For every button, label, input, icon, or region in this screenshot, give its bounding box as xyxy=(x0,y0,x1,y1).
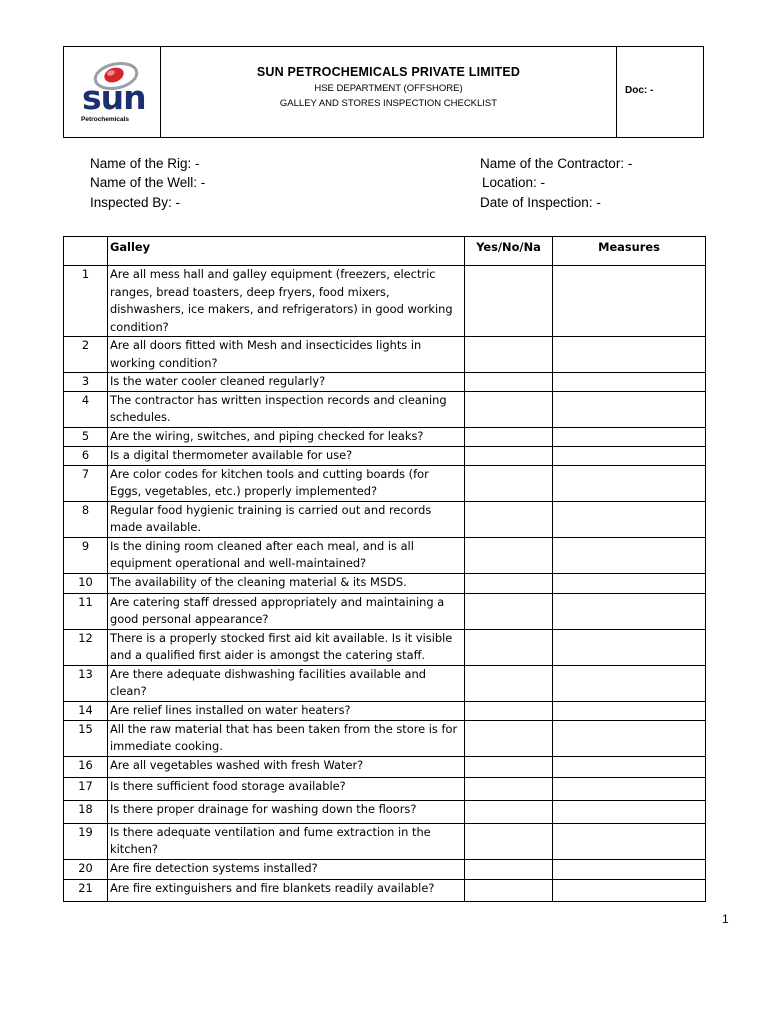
table-row xyxy=(64,337,706,373)
header-measures: Measures xyxy=(553,237,706,266)
doc-number: Doc: - xyxy=(625,85,654,96)
row-number: 1 xyxy=(64,266,108,337)
table-row xyxy=(64,373,706,392)
table-row xyxy=(64,800,706,823)
row-number: 21 xyxy=(64,879,108,901)
row-number: 5 xyxy=(64,427,108,446)
measures-cell[interactable] xyxy=(553,777,706,800)
measures-cell[interactable] xyxy=(553,266,706,337)
measures-cell[interactable] xyxy=(553,800,706,823)
measures-cell[interactable] xyxy=(553,501,706,537)
yes-no-na-cell[interactable] xyxy=(465,537,553,573)
row-number: 9 xyxy=(64,537,108,573)
row-number: 18 xyxy=(64,800,108,823)
yes-no-na-cell[interactable] xyxy=(465,266,553,337)
measures-cell[interactable] xyxy=(553,665,706,701)
table-row xyxy=(64,665,706,701)
measures-cell[interactable] xyxy=(553,391,706,427)
company-logo xyxy=(78,61,150,125)
row-number: 3 xyxy=(64,373,108,392)
checklist-item: Are relief lines installed on water heaters? xyxy=(108,701,465,720)
header-galley: Galley xyxy=(108,237,465,266)
row-number: 7 xyxy=(64,465,108,501)
table-row xyxy=(64,879,706,901)
checklist-item: Are fire extinguishers and fire blankets readily available? xyxy=(108,879,465,901)
row-number: 12 xyxy=(64,629,108,665)
yes-no-na-cell[interactable] xyxy=(465,593,553,629)
well-name-field: Name of the Well: - xyxy=(90,175,206,190)
checklist-title: GALLEY AND STORES INSPECTION CHECKLIST xyxy=(279,98,498,109)
yes-no-na-cell[interactable] xyxy=(465,777,553,800)
document-header xyxy=(63,46,704,138)
measures-cell[interactable] xyxy=(553,465,706,501)
row-number: 8 xyxy=(64,501,108,537)
table-row xyxy=(64,573,706,593)
measures-cell[interactable] xyxy=(553,573,706,593)
checklist-item: Are all vegetables washed with fresh Water? xyxy=(108,756,465,777)
measures-cell[interactable] xyxy=(553,373,706,392)
rig-name-field: Name of the Rig: - xyxy=(90,156,200,171)
checklist-item: Are catering staff dressed appropriately and maintaining a good personal appearance? xyxy=(108,593,465,629)
checklist-item: Is a digital thermometer available for use? xyxy=(108,446,465,465)
inspection-checklist-table xyxy=(63,236,706,902)
yes-no-na-cell[interactable] xyxy=(465,701,553,720)
table-row xyxy=(64,266,706,337)
yes-no-na-cell[interactable] xyxy=(465,859,553,879)
row-number: 10 xyxy=(64,573,108,593)
page-number: 1 xyxy=(722,912,729,926)
checklist-item: Are all doors fitted with Mesh and insecticides lights in working condition? xyxy=(108,337,465,373)
title-cell xyxy=(161,47,617,137)
measures-cell[interactable] xyxy=(553,427,706,446)
table-row xyxy=(64,823,706,859)
location-field: Location: - xyxy=(482,175,546,190)
row-number: 6 xyxy=(64,446,108,465)
measures-cell[interactable] xyxy=(553,756,706,777)
yes-no-na-cell[interactable] xyxy=(465,720,553,756)
table-row xyxy=(64,537,706,573)
measures-cell[interactable] xyxy=(553,823,706,859)
header-yes-no-na: Yes/No/Na xyxy=(465,237,553,266)
checklist-item: There is a properly stocked first aid kit available. Is it visible and a qualified first aider is amongst the catering staff. xyxy=(108,629,465,665)
measures-cell[interactable] xyxy=(553,701,706,720)
logo-cell xyxy=(64,47,161,137)
measures-cell[interactable] xyxy=(553,629,706,665)
yes-no-na-cell[interactable] xyxy=(465,629,553,665)
row-number: 14 xyxy=(64,701,108,720)
checklist-item: Is the water cooler cleaned regularly? xyxy=(108,373,465,392)
yes-no-na-cell[interactable] xyxy=(465,446,553,465)
yes-no-na-cell[interactable] xyxy=(465,573,553,593)
yes-no-na-cell[interactable] xyxy=(465,373,553,392)
table-row xyxy=(64,701,706,720)
logo-subtext: Petrochemicals xyxy=(81,116,130,123)
department-name: HSE DEPARTMENT (OFFSHORE) xyxy=(314,83,463,94)
yes-no-na-cell[interactable] xyxy=(465,501,553,537)
checklist-item: Regular food hygienic training is carried out and records made available. xyxy=(108,501,465,537)
table-row xyxy=(64,593,706,629)
table-row xyxy=(64,859,706,879)
table-row xyxy=(64,629,706,665)
yes-no-na-cell[interactable] xyxy=(465,427,553,446)
table-row xyxy=(64,427,706,446)
row-number: 4 xyxy=(64,391,108,427)
measures-cell[interactable] xyxy=(553,537,706,573)
row-number: 11 xyxy=(64,593,108,629)
table-header-row xyxy=(64,237,706,266)
checklist-item: The availability of the cleaning material & its MSDS. xyxy=(108,573,465,593)
checklist-item: All the raw material that has been taken from the store is for immediate cooking. xyxy=(108,720,465,756)
measures-cell[interactable] xyxy=(553,337,706,373)
logo-wordmark: sun xyxy=(82,78,146,117)
row-number: 20 xyxy=(64,859,108,879)
company-name: SUN PETROCHEMICALS PRIVATE LIMITED xyxy=(256,65,521,79)
row-number: 2 xyxy=(64,337,108,373)
table-row xyxy=(64,465,706,501)
contractor-name-field: Name of the Contractor: - xyxy=(480,156,633,171)
yes-no-na-cell[interactable] xyxy=(465,391,553,427)
header-number xyxy=(64,237,108,266)
checklist-item: Are color codes for kitchen tools and cutting boards (for Eggs, vegetables, etc.) properly implemented? xyxy=(108,465,465,501)
row-number: 15 xyxy=(64,720,108,756)
checklist-item: Is the dining room cleaned after each meal, and is all equipment operational and well-maintained? xyxy=(108,537,465,573)
table-row xyxy=(64,391,706,427)
checklist-item: Is there proper drainage for washing down the floors? xyxy=(108,800,465,823)
row-number: 13 xyxy=(64,665,108,701)
table-row xyxy=(64,501,706,537)
checklist-item: Are the wiring, switches, and piping checked for leaks? xyxy=(108,427,465,446)
measures-cell[interactable] xyxy=(553,446,706,465)
yes-no-na-cell[interactable] xyxy=(465,756,553,777)
inspection-date-field: Date of Inspection: - xyxy=(480,195,601,210)
checklist-item: Is there adequate ventilation and fume extraction in the kitchen? xyxy=(108,823,465,859)
row-number: 17 xyxy=(64,777,108,800)
table-row xyxy=(64,777,706,800)
checklist-item: Are there adequate dishwashing facilities available and clean? xyxy=(108,665,465,701)
yes-no-na-cell[interactable] xyxy=(465,800,553,823)
table-row xyxy=(64,446,706,465)
yes-no-na-cell[interactable] xyxy=(465,823,553,859)
checklist-item: Is there sufficient food storage available? xyxy=(108,777,465,800)
yes-no-na-cell[interactable] xyxy=(465,465,553,501)
measures-cell[interactable] xyxy=(553,859,706,879)
row-number: 19 xyxy=(64,823,108,859)
measures-cell[interactable] xyxy=(553,720,706,756)
row-number: 16 xyxy=(64,756,108,777)
measures-cell[interactable] xyxy=(553,879,706,901)
checklist-item: Are fire detection systems installed? xyxy=(108,859,465,879)
checklist-item: The contractor has written inspection records and cleaning schedules. xyxy=(108,391,465,427)
yes-no-na-cell[interactable] xyxy=(465,337,553,373)
yes-no-na-cell[interactable] xyxy=(465,665,553,701)
measures-cell[interactable] xyxy=(553,593,706,629)
table-row xyxy=(64,720,706,756)
table-row xyxy=(64,756,706,777)
inspected-by-field: Inspected By: - xyxy=(90,195,181,210)
checklist-item: Are all mess hall and galley equipment (freezers, electric ranges, bread toasters, deep fryers, food mixers, dishwashers, ice makers, and refrigerators) in good working condition? xyxy=(108,266,465,337)
yes-no-na-cell[interactable] xyxy=(465,879,553,901)
